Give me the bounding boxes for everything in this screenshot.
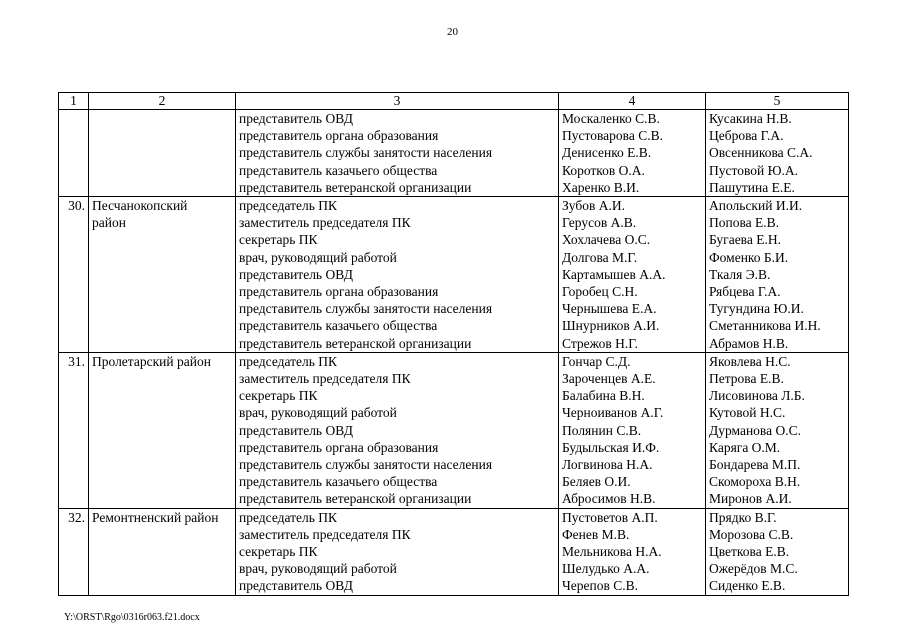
role-label: представитель ОВД <box>239 266 353 282</box>
deputy-name: Пашутина Е.Е. <box>709 179 795 195</box>
deputy-name: Ожерёдов М.С. <box>709 561 798 577</box>
district-name: Песчанокопский <box>92 198 188 214</box>
member-name: Долгова М.Г. <box>562 249 638 265</box>
deputy-cell <box>706 508 849 595</box>
column-header-role: 3 <box>236 93 559 110</box>
page-number: 20 <box>447 26 458 38</box>
member-name: Горобец С.Н. <box>562 284 638 300</box>
member-name: Москаленко С.В. <box>562 111 660 126</box>
member-name: Шелудько А.А. <box>562 561 650 577</box>
column-header-number: 1 <box>59 93 89 110</box>
member-name: Черепов С.В. <box>562 578 638 594</box>
file-path-footer: Y:\ORST\Rgo\0316r063.f21.docx <box>64 612 200 623</box>
deputy-name: Каряга О.М. <box>709 439 781 455</box>
role-label: представитель ветеранской организации <box>239 179 472 195</box>
table-row <box>59 352 849 508</box>
role-label: представитель казачьего общества <box>239 474 438 490</box>
deputy-name: Цветкова Е.В. <box>709 544 790 560</box>
role-label: заместитель председателя ПК <box>239 526 411 542</box>
member-name: Будыльская И.Ф. <box>562 439 660 455</box>
member-name: Пустоветов А.П. <box>562 509 658 525</box>
deputy-name: Пустовой Ю.А. <box>709 162 798 178</box>
column-header-district: 2 <box>89 93 236 110</box>
member-name: Беляев О.И. <box>562 474 631 490</box>
member-name: Герусов А.В. <box>562 215 637 231</box>
role-label: врач, руководящий работой <box>239 249 397 265</box>
row-number-cell: 32. <box>59 508 89 595</box>
member-name: Харенко В.И. <box>562 179 640 195</box>
member-name: Логвинова Н.А. <box>562 457 653 473</box>
role-label: представитель ветеранской организации <box>239 335 472 351</box>
table-row <box>59 508 849 595</box>
role-cell <box>236 352 559 508</box>
district-cell <box>89 197 236 353</box>
deputy-name: Овсенникова С.А. <box>709 145 813 161</box>
role-label: представитель ОВД <box>239 422 353 438</box>
member-cell <box>559 508 706 595</box>
member-name: Черноиванов А.Г. <box>562 405 664 421</box>
table-header-row <box>59 93 849 110</box>
deputy-name: Тугундина Ю.И. <box>709 301 804 317</box>
member-name: Хохлачева О.С. <box>562 232 651 248</box>
deputy-name: Дурманова О.С. <box>709 422 801 438</box>
deputy-name: Попова Е.В. <box>709 215 780 231</box>
role-cell <box>236 508 559 595</box>
committee-table <box>58 92 849 596</box>
row-number-cell: 30. <box>59 197 89 353</box>
deputy-name: Абрамов Н.В. <box>709 335 789 351</box>
deputy-cell <box>706 352 849 508</box>
member-cell <box>559 197 706 353</box>
role-label: секретарь ПК <box>239 232 318 248</box>
member-name: Гончар С.Д. <box>562 353 631 369</box>
role-cell <box>236 197 559 353</box>
member-name: Денисенко Е.В. <box>562 145 652 161</box>
member-name: Балабина В.Н. <box>562 388 645 404</box>
role-label: врач, руководящий работой <box>239 561 397 577</box>
deputy-name: Яковлева Н.С. <box>709 353 791 369</box>
member-name: Коротков О.А. <box>562 162 645 178</box>
deputy-name: Миронов А.И. <box>709 491 792 507</box>
deputy-name: Петрова Е.В. <box>709 371 784 387</box>
member-cell <box>559 110 706 197</box>
deputy-name: Бугаева Е.Н. <box>709 232 781 248</box>
deputy-name: Апольский И.И. <box>709 198 803 214</box>
deputy-name: Скомороха В.Н. <box>709 474 801 490</box>
member-name: Картамышев А.А. <box>562 266 666 282</box>
row-number-cell <box>59 110 89 197</box>
district-cell <box>89 110 236 197</box>
district-cell <box>89 508 236 595</box>
member-name: Полянин С.В. <box>562 422 642 438</box>
deputy-name: Рябцева Г.А. <box>709 284 781 300</box>
table-row <box>59 110 849 197</box>
deputy-name: Кутовой Н.С. <box>709 405 786 421</box>
row-number-cell: 31. <box>59 352 89 508</box>
deputy-cell <box>706 110 849 197</box>
district-name: Ремонтненский район <box>92 509 219 525</box>
role-label: представитель службы занятости населения <box>239 301 493 317</box>
role-label: представитель ветеранской организации <box>239 491 472 507</box>
role-label: представитель органа образования <box>239 439 439 455</box>
role-label: заместитель председателя ПК <box>239 215 411 231</box>
column-header-member: 4 <box>559 93 706 110</box>
role-label: заместитель председателя ПК <box>239 371 411 387</box>
member-name: Чернышева Е.А. <box>562 301 657 317</box>
role-label: председатель ПК <box>239 198 338 214</box>
deputy-name: Сиденко Е.В. <box>709 578 786 594</box>
role-label: представитель ОВД <box>239 578 353 594</box>
role-label: представитель казачьего общества <box>239 162 438 178</box>
deputy-name: Прядко В.Г. <box>709 509 777 525</box>
table-body <box>59 93 849 596</box>
member-name: Пустоварова С.В. <box>562 128 663 144</box>
member-name: Зароченцев А.Е. <box>562 371 656 387</box>
member-name: Мельникова Н.А. <box>562 544 662 560</box>
member-name: Стрежов Н.Г. <box>562 335 638 351</box>
member-name: Абросимов Н.В. <box>562 491 656 507</box>
role-label: представитель ОВД <box>239 111 353 126</box>
role-label: председатель ПК <box>239 353 338 369</box>
deputy-name: Ткаля Э.В. <box>709 266 771 282</box>
role-label: представитель службы занятости населения <box>239 145 493 161</box>
member-cell <box>559 352 706 508</box>
role-label: секретарь ПК <box>239 544 318 560</box>
role-label: председатель ПК <box>239 509 338 525</box>
deputy-name: Лисовинова Л.Б. <box>709 388 805 404</box>
district-cell <box>89 352 236 508</box>
table-row <box>59 197 849 353</box>
role-label: секретарь ПК <box>239 388 318 404</box>
role-label: представитель службы занятости населения <box>239 457 493 473</box>
member-name: Фенев М.В. <box>562 526 630 542</box>
role-label: представитель казачьего общества <box>239 318 438 334</box>
role-label: представитель органа образования <box>239 128 439 144</box>
deputy-name: Морозова С.В. <box>709 526 794 542</box>
role-label: представитель органа образования <box>239 284 439 300</box>
district-name: район <box>92 215 126 231</box>
member-name: Зубов А.И. <box>562 198 625 214</box>
deputy-name: Кусакина Н.В. <box>709 111 792 126</box>
column-header-deputy: 5 <box>706 93 849 110</box>
deputy-name: Бондарева М.П. <box>709 457 801 473</box>
deputy-cell <box>706 197 849 353</box>
district-name: Пролетарский район <box>92 353 211 369</box>
deputy-name: Цеброва Г.А. <box>709 128 784 144</box>
deputy-name: Фоменко Б.И. <box>709 249 789 265</box>
deputy-name: Сметанникова И.Н. <box>709 318 821 334</box>
role-label: врач, руководящий работой <box>239 405 397 421</box>
member-name: Шнурников А.И. <box>562 318 660 334</box>
role-cell <box>236 110 559 197</box>
